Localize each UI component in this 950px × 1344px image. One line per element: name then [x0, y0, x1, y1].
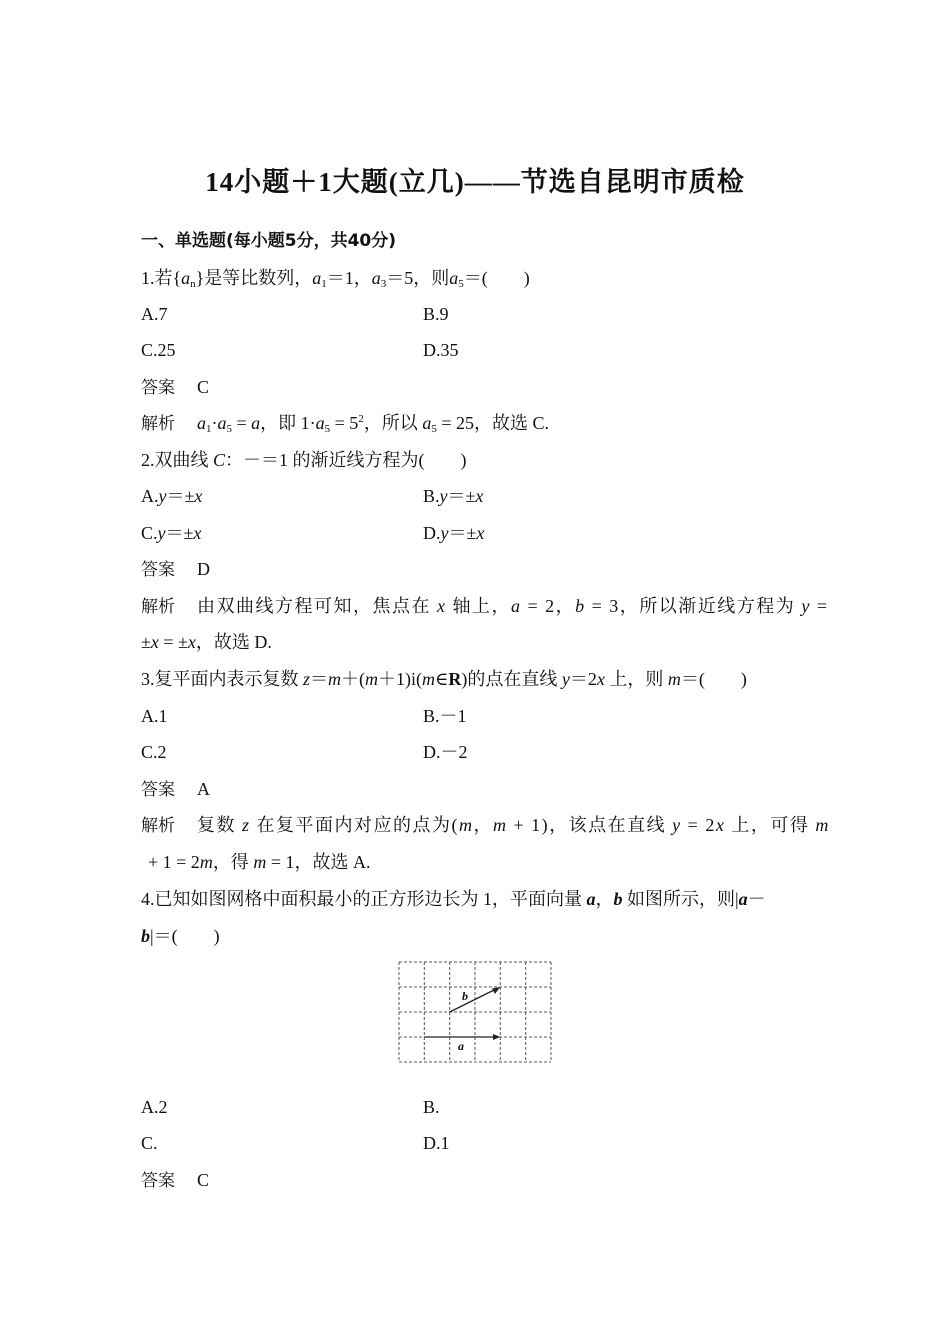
q3-analysis-line2: + 1 = 2m，得 m = 1，故选 A.: [148, 852, 371, 872]
q4-option-d: D.1: [423, 1133, 450, 1153]
vector-a-label: a: [458, 1039, 464, 1053]
vector-grid-figure: [398, 961, 552, 1063]
section-header: 一、单选题(每小题5分，共40分): [141, 231, 397, 251]
q1-answer: 答案 C: [141, 377, 210, 398]
grid-lines: [399, 962, 551, 1062]
q1-option-a: A.7: [141, 304, 168, 324]
q3-stem: 3.复平面内表示复数 z＝m＋(m＋1)i(m∈R)的点在直线 y＝2x 上，则 m＝( ): [141, 669, 747, 689]
q3-answer: 答案 A: [141, 779, 210, 800]
q3-option-c: C.2: [141, 742, 167, 762]
q4-option-a: A.2: [141, 1097, 168, 1117]
page-title: 14小题＋1大题(立几)——节选自昆明市质检: [205, 167, 745, 197]
q4-stem-line2: b|＝( ): [141, 926, 220, 946]
q3-option-b: B.－1: [423, 706, 467, 726]
q2-answer: 答案 D: [141, 559, 210, 580]
q4-option-b: B.: [423, 1097, 440, 1117]
q1-analysis: 解析 $a_1\cdot a_5 = a$，即 $1\cdot a_5 = 5^2$，所以 $a_5 = 25$，故选 C.: [141, 413, 549, 435]
q1-option-c: C.25: [141, 340, 176, 360]
q2-option-b: B.y＝±x: [423, 486, 484, 506]
q4-answer: 答案 C: [141, 1170, 210, 1191]
q3-analysis-line1: 解析 复数 z 在复平面内对应的点为(m，m + 1)，该点在直线 y = 2x 上，可得 m: [141, 815, 830, 836]
q2-analysis-line1: 解析 由双曲线方程可知，焦点在 x 轴上，a = 2，b = 3，所以渐近线方程为 y =: [141, 596, 829, 617]
q4-stem-line1: 4.已知如图网格中面积最小的正方形边长为 1，平面向量 a，b 如图所示，则|a－: [141, 889, 766, 909]
q2-option-a: A.y＝±x: [141, 486, 203, 506]
q3-option-d: D.－2: [423, 742, 468, 762]
q4-option-c: C.: [141, 1133, 158, 1153]
q2-analysis-line2: ±x = ±x，故选 D.: [141, 632, 272, 652]
q1-option-d: D.35: [423, 340, 459, 360]
q2-option-d: D.y＝±x: [423, 523, 485, 543]
q3-option-a: A.1: [141, 706, 168, 726]
vector-b-label: b: [462, 989, 468, 1003]
q1-stem: 1.若$\{a_n\}$是等比数列，$a_1=1$，$a_3=5$，则$a_5=$( ): [141, 268, 530, 290]
q2-stem: 2.双曲线 C：－＝1 的渐近线方程为( ): [141, 450, 467, 470]
q2-option-c: C.y＝±x: [141, 523, 202, 543]
q1-option-b: B.9: [423, 304, 449, 324]
